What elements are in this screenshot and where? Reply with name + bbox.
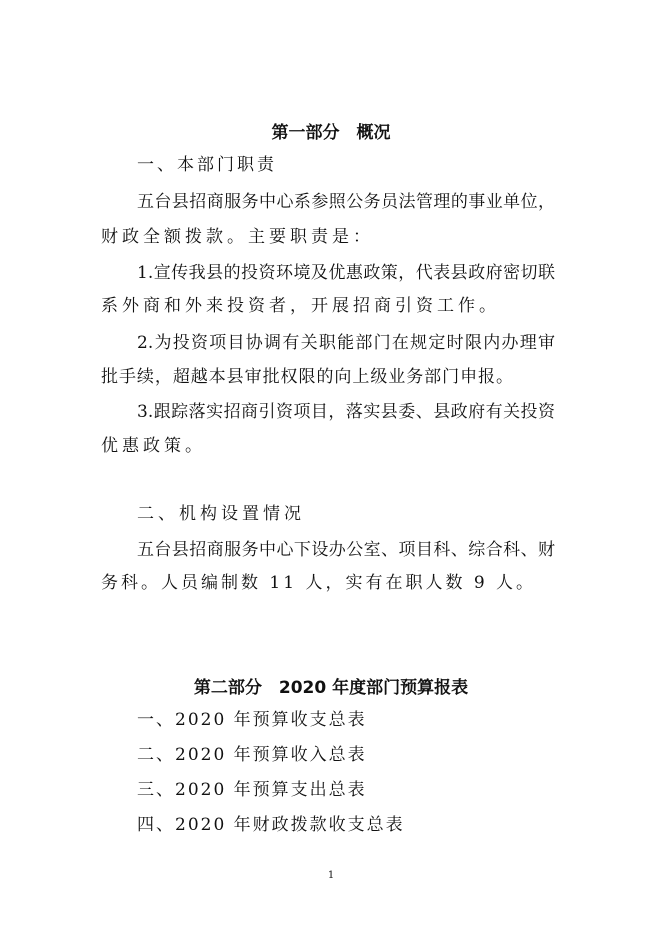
section2-heading: 二、机构设置情况 [137, 504, 305, 524]
item3-line1: 3.跟踪落实招商引资项目，落实县委、县政府有关投资 [137, 402, 555, 422]
page-number: 1 [327, 870, 335, 881]
item1-line1: 1.宣传我县的投资环境及优惠政策，代表县政府密切联 [137, 263, 555, 283]
section1-heading: 一、本部门职责 [137, 155, 277, 175]
report-item-2: 二、2020 年预算收入总表 [137, 745, 367, 765]
para1-line2: 财政全额拨款。主要职责是： [101, 227, 374, 247]
report-item-3: 三、2020 年预算支出总表 [137, 780, 367, 800]
item1-line2: 系外商和外来投资者，开展招商引资工作。 [101, 296, 500, 316]
item3-line2: 优惠政策。 [101, 436, 206, 456]
part2-title: 第二部分 2020 年度部门预算报表 [193, 678, 469, 698]
para2-line1: 五台县招商服务中心下设办公室、项目科、综合科、财 [137, 540, 555, 560]
item2-line2: 批手续，超越本县审批权限的向上级业务部门申报。 [101, 367, 513, 387]
report-item-1: 一、2020 年预算收支总表 [137, 710, 367, 730]
report-item-4: 四、2020 年财政拨款收支总表 [137, 815, 405, 835]
item2-line1: 2.为投资项目协调有关职能部门在规定时限内办理审 [137, 333, 555, 353]
part1-title: 第一部分 概况 [271, 123, 391, 143]
para2-line2: 务科。人员编制数 11 人，实有在职人数 9 人。 [101, 573, 537, 593]
para1-line1: 五台县招商服务中心系参照公务员法管理的事业单位， [137, 192, 555, 212]
